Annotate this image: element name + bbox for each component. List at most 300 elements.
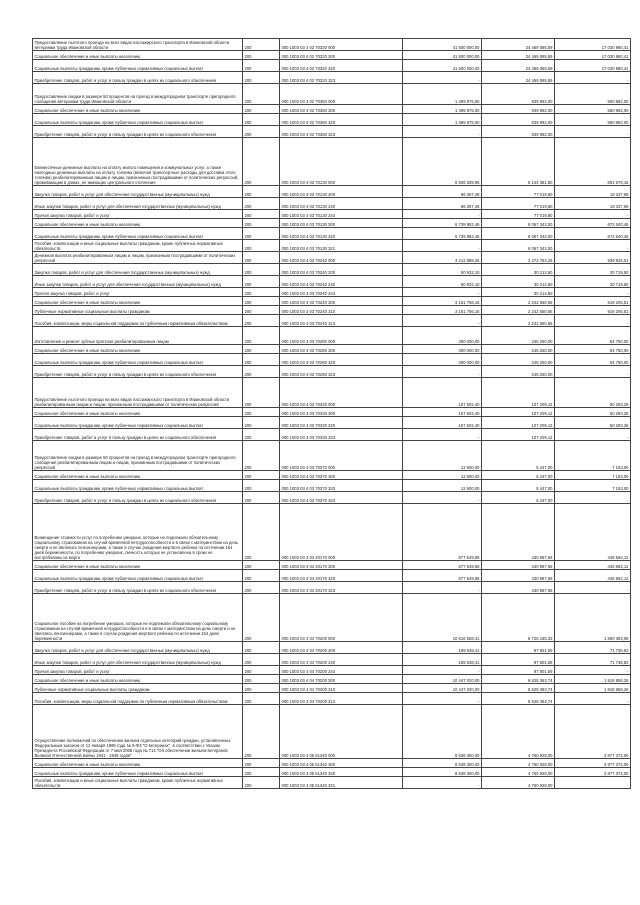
row-name: Социальное обеспечение и иные выплаты населению	[33, 675, 243, 684]
row-line-code: 200	[243, 252, 280, 264]
row-remaining-amount: 1 818 656,26	[555, 684, 631, 693]
row-budget-classification-code: 000 1003 03 4 02 70360 323	[280, 126, 403, 138]
row-approved-amount: 12 600,00	[403, 441, 482, 471]
row-name: Пособия, компенсации и иные социальные выплаты гражданам, кроме публичных нормативных обязательств	[33, 777, 243, 789]
table-row	[33, 138, 631, 186]
row-line-code: 200	[243, 327, 280, 345]
row-remaining-amount: 54 750,00	[555, 354, 631, 366]
row-line-code: 200	[243, 126, 280, 138]
row-name: Ежемесячные денежные выплаты на оплату жилого помещения и коммунальных услуг, а также ежегодные денежные выплаты на оплату топлива (включая транспортные расходы для доставки этого топлива) реабилитированным лицам и лицам, признанным пострадавшими от политических репрессий, проживающим в домах, не имеющих центрального отопления	[33, 138, 243, 186]
table-row	[33, 666, 631, 675]
row-executed-amount: 8 628 363,74	[482, 684, 555, 693]
row-budget-classification-code: 000 1003 03 4 03 70330 323	[280, 429, 403, 441]
row-name: Социальное обеспечение и иные выплаты населению	[33, 471, 243, 480]
row-executed-amount: 24 469 065,59	[482, 72, 555, 84]
table-row	[33, 198, 631, 210]
row-budget-classification-code: 000 1003 03 4 04 70200 240	[280, 654, 403, 666]
row-budget-classification-code: 000 1003 03 4 03 70130 300	[280, 219, 403, 228]
table-row	[33, 441, 631, 471]
table-row	[33, 240, 631, 252]
row-name: Социальные выплаты гражданам, кроме публичных нормативных социальных выплат	[33, 768, 243, 777]
row-approved-amount: 300 000,00	[403, 327, 482, 345]
row-line-code: 200	[243, 429, 280, 441]
row-remaining-amount: 71 736,82	[555, 642, 631, 654]
row-name: Пособия, компенсации, меры социальной поддержки по публичным нормативным обязательствам	[33, 693, 243, 705]
row-remaining-amount: 446 582,12	[555, 570, 631, 582]
table-row	[33, 60, 631, 72]
row-executed-amount: 8 726 155,33	[482, 594, 555, 642]
row-name: Социальные выплаты гражданам, кроме публичных нормативных социальных выплат	[33, 570, 243, 582]
row-line-code: 200	[243, 417, 280, 429]
row-approved-amount: 300 000,00	[403, 345, 482, 354]
row-approved-amount: 300 000,00	[403, 354, 482, 366]
row-executed-amount: 30 212,60	[482, 276, 555, 288]
row-approved-amount: 96 357,49	[403, 198, 482, 210]
row-executed-amount: 24 469 065,59	[482, 60, 555, 72]
row-line-code: 200	[243, 480, 280, 492]
row-name: Прочая закупка товаров, работ и услуг	[33, 288, 243, 297]
row-line-code: 200	[243, 84, 280, 105]
row-approved-amount: 1 499 875,00	[403, 114, 482, 126]
row-executed-amount: 107 209,12	[482, 429, 555, 441]
row-name: Социальное обеспечение и иные выплаты населению	[33, 297, 243, 306]
row-name: Предоставление льготного проезда на всех видах пассажирского транспорта в Ивановской области ветеранам труда Ивановской области	[33, 39, 243, 51]
row-approved-amount: 3 161 756,16	[403, 297, 482, 306]
row-budget-classification-code: 000 1003 03 4 03 70240 244	[280, 288, 403, 297]
row-executed-amount: 107 209,12	[482, 417, 555, 429]
row-line-code: 200	[243, 768, 280, 777]
row-budget-classification-code: 000 1003 03 4 03 70240 313	[280, 315, 403, 327]
row-approved-amount: 10 616 558,41	[403, 594, 482, 642]
row-remaining-amount: -	[555, 492, 631, 504]
row-approved-amount: 3 161 756,16	[403, 306, 482, 315]
row-name: Приобретение товаров, работ и услуг в пользу граждан в целях их социального обеспечения	[33, 366, 243, 378]
row-remaining-amount: -	[555, 126, 631, 138]
row-line-code: 200	[243, 345, 280, 354]
row-budget-classification-code: 000 1003 03 4 03 70330 300	[280, 408, 403, 417]
row-executed-amount: 4 760 928,00	[482, 768, 555, 777]
table-row	[33, 327, 631, 345]
row-approved-amount: 8 638 300,00	[403, 759, 482, 768]
row-approved-amount: -	[403, 210, 482, 219]
row-line-code: 200	[243, 240, 280, 252]
row-name: Изготовление и ремонт зубных протезов реабилитированным лицам	[33, 327, 243, 345]
row-approved-amount: 41 500 000,00	[403, 60, 482, 72]
row-name: Осуществление полномочий по обеспечению жильем отдельных категорий граждан, установленных Федеральным законом от 12 января 1995 года № 5-ФЗ "О ветеранах", в соответствии с Указом Президента Российской Федерации от 7 мая 2008 года № 714 "Об обеспечении жильем ветеранов Великой Отечественной войны 1941 - 1945 годов"	[33, 705, 243, 759]
row-name: Приобретение товаров, работ и услуг в пользу граждан в целях их социального обеспечения	[33, 72, 243, 84]
row-name: Приобретение товаров, работ и услуг в пользу граждан в целях их социального обеспечения	[33, 429, 243, 441]
row-remaining-amount: -	[555, 72, 631, 84]
row-remaining-amount: -	[555, 240, 631, 252]
table-row	[33, 51, 631, 60]
row-name: Иные закупки товаров, работ и услуг для обеспечения государственных (муниципальных) нужд	[33, 198, 243, 210]
row-budget-classification-code: 000 1003 03 4 03 70240 240	[280, 276, 403, 288]
row-budget-classification-code: 000 1003 03 4 03 70370 300	[280, 471, 403, 480]
row-line-code: 200	[243, 228, 280, 240]
table-row	[33, 654, 631, 666]
row-executed-amount: 6 067 342,00	[482, 219, 555, 228]
row-approved-amount: -	[403, 777, 482, 789]
row-approved-amount: 96 357,49	[403, 186, 482, 198]
row-remaining-amount: 17 030 980,41	[555, 39, 631, 51]
row-approved-amount: 169 538,41	[403, 642, 482, 654]
row-budget-classification-code: 000 1003 03 4 03 70330 000	[280, 378, 403, 408]
row-remaining-amount: 3 877 372,00	[555, 705, 631, 759]
row-executed-amount: 4 760 928,00	[482, 759, 555, 768]
table-row	[33, 210, 631, 219]
row-executed-amount: 6 067 342,00	[482, 240, 555, 252]
row-remaining-amount: 20 719,50	[555, 264, 631, 276]
row-budget-classification-code: 000 1003 03 4 03 70240 200	[280, 264, 403, 276]
row-name: Публичные нормативные социальные выплаты гражданам	[33, 684, 243, 693]
row-budget-classification-code: 000 1003 03 4 03 70370 323	[280, 492, 403, 504]
row-budget-classification-code: 000 1003 03 4 05 51340 000	[280, 705, 403, 759]
row-line-code: 200	[243, 288, 280, 297]
row-line-code: 200	[243, 276, 280, 288]
row-executed-amount: 30 212,60	[482, 264, 555, 276]
row-budget-classification-code: 000 1003 03 4 04 20170 000	[280, 504, 403, 561]
row-approved-amount: 157 502,40	[403, 378, 482, 408]
row-executed-amount: 77 019,80	[482, 210, 555, 219]
row-budget-classification-code: 000 1003 03 4 04 70200 200	[280, 642, 403, 654]
row-approved-amount: -	[403, 693, 482, 705]
row-approved-amount: 50 932,10	[403, 276, 482, 288]
row-remaining-amount: 3 877 372,00	[555, 768, 631, 777]
row-executed-amount: 4 760 928,00	[482, 777, 555, 789]
table-body	[33, 39, 631, 789]
row-budget-classification-code: 000 1003 03 4 02 70360 000	[280, 84, 403, 105]
table-row	[33, 705, 631, 759]
row-remaining-amount: 560 882,00	[555, 105, 631, 114]
row-budget-classification-code: 000 1003 03 4 04 70200 313	[280, 693, 403, 705]
row-approved-amount: -	[403, 582, 482, 594]
row-remaining-amount: 691 978,15	[555, 138, 631, 186]
row-approved-amount: 12 600,00	[403, 471, 482, 480]
table-row	[33, 315, 631, 327]
table-row	[33, 684, 631, 693]
row-name: Пособия, компенсации и иные социальные выплаты гражданам, кроме публичных нормативных обязательств	[33, 240, 243, 252]
row-approved-amount: -	[403, 72, 482, 84]
table-row	[33, 480, 631, 492]
row-name: Закупка товаров, работ и услуг для обеспечения государственных (муниципальных) нужд	[33, 264, 243, 276]
row-executed-amount: 430 967,56	[482, 561, 555, 570]
row-budget-classification-code: 000 1003 03 4 03 70240 000	[280, 252, 403, 264]
table-row	[33, 693, 631, 705]
row-line-code: 200	[243, 39, 280, 51]
row-budget-classification-code: 000 1003 03 4 03 70280 300	[280, 345, 403, 354]
row-line-code: 200	[243, 186, 280, 198]
row-name: Предоставление скидки в размере 50 процентов на проезд в междугородном транспорте пригородного сообщения ветеранам труда Ивановской области	[33, 84, 243, 105]
table-row	[33, 186, 631, 198]
budget-execution-table	[32, 38, 631, 789]
row-name: Социальное обеспечение и иные выплаты населению	[33, 561, 243, 570]
row-line-code: 200	[243, 441, 280, 471]
row-budget-classification-code: 000 1003 03 4 03 70370 000	[280, 441, 403, 471]
row-executed-amount: 97 801,59	[482, 654, 555, 666]
row-approved-amount: -	[403, 126, 482, 138]
table-row	[33, 777, 631, 789]
row-line-code: 200	[243, 654, 280, 666]
row-line-code: 200	[243, 138, 280, 186]
row-executed-amount: 6 144 361,80	[482, 138, 555, 186]
row-budget-classification-code: 000 1003 03 4 03 70280 323	[280, 366, 403, 378]
row-approved-amount: 3 212 888,26	[403, 252, 482, 264]
table-row	[33, 471, 631, 480]
table-row	[33, 378, 631, 408]
table-row	[33, 114, 631, 126]
row-executed-amount: 2 242 550,65	[482, 315, 555, 327]
row-executed-amount: 107 209,12	[482, 408, 555, 417]
row-name: Предоставление льготного проезда на всех видах пассажирского транспорта в Ивановской области реабилитированным лицам и лицам, признанным пострадавшими от политических репрессий	[33, 378, 243, 408]
row-executed-amount: 939 992,00	[482, 84, 555, 105]
row-executed-amount: 24 469 065,59	[482, 39, 555, 51]
row-line-code: 200	[243, 366, 280, 378]
row-budget-classification-code: 000 1003 03 4 03 70370 320	[280, 480, 403, 492]
row-approved-amount: 1 499 875,00	[403, 84, 482, 105]
row-executed-amount: 5 447,00	[482, 492, 555, 504]
row-line-code: 200	[243, 666, 280, 675]
row-name: Социальное обеспечение и иные выплаты населению	[33, 51, 243, 60]
table-row	[33, 219, 631, 228]
row-line-code: 200	[243, 198, 280, 210]
table-row	[33, 642, 631, 654]
row-line-code: 200	[243, 51, 280, 60]
row-remaining-amount: 17 030 980,41	[555, 51, 631, 60]
row-executed-amount: 24 469 065,59	[482, 51, 555, 60]
row-approved-amount: 12 600,00	[403, 480, 482, 492]
row-executed-amount: 97 801,59	[482, 642, 555, 654]
row-budget-classification-code: 000 1003 03 4 02 70320 300	[280, 51, 403, 60]
row-remaining-amount: 19 337,69	[555, 186, 631, 198]
row-approved-amount: 157 502,40	[403, 417, 482, 429]
row-budget-classification-code: 000 1003 03 4 04 20170 323	[280, 582, 403, 594]
row-remaining-amount: 919 205,51	[555, 306, 631, 315]
row-executed-amount: 430 967,56	[482, 570, 555, 582]
row-executed-amount: 30 212,60	[482, 288, 555, 297]
row-line-code: 200	[243, 210, 280, 219]
row-approved-amount: -	[403, 666, 482, 675]
row-remaining-amount: -	[555, 288, 631, 297]
row-name: Социальное обеспечение и иные выплаты населению	[33, 219, 243, 228]
table-row	[33, 570, 631, 582]
row-name: Социальное обеспечение и иные выплаты населению	[33, 408, 243, 417]
row-name: Социальное обеспечение и иные выплаты населению	[33, 759, 243, 768]
row-name: Социальные выплаты гражданам, кроме публичных нормативных социальных выплат	[33, 417, 243, 429]
row-approved-amount: 169 538,41	[403, 654, 482, 666]
row-name: Социальное обеспечение и иные выплаты населению	[33, 105, 243, 114]
row-approved-amount: 41 500 000,00	[403, 39, 482, 51]
row-line-code: 200	[243, 705, 280, 759]
row-line-code: 200	[243, 693, 280, 705]
row-remaining-amount: 54 750,00	[555, 327, 631, 345]
row-executed-amount: 4 760 928,00	[482, 705, 555, 759]
table-row	[33, 675, 631, 684]
row-approved-amount: 8 638 300,00	[403, 705, 482, 759]
row-budget-classification-code: 000 1003 03 4 02 70360 320	[280, 114, 403, 126]
row-executed-amount: 430 967,56	[482, 582, 555, 594]
row-name: Закупка товаров, работ и услуг для обеспечения государственных (муниципальных) нужд	[33, 642, 243, 654]
row-line-code: 200	[243, 354, 280, 366]
row-executed-amount: 5 447,00	[482, 471, 555, 480]
row-remaining-amount: -	[555, 429, 631, 441]
row-budget-classification-code: 000 1003 03 4 03 70240 300	[280, 297, 403, 306]
row-executed-amount: 8 628 363,74	[482, 693, 555, 705]
table-row	[33, 366, 631, 378]
row-remaining-amount: 20 719,50	[555, 276, 631, 288]
row-remaining-amount: -	[555, 366, 631, 378]
row-executed-amount: 5 447,00	[482, 441, 555, 471]
row-budget-classification-code: 000 1003 03 4 03 70130 200	[280, 186, 403, 198]
table-row	[33, 345, 631, 354]
row-remaining-amount: 50 293,28	[555, 408, 631, 417]
table-row	[33, 759, 631, 768]
row-line-code: 200	[243, 219, 280, 228]
table-row	[33, 297, 631, 306]
row-approved-amount: 41 500 000,00	[403, 51, 482, 60]
row-remaining-amount: 7 153,00	[555, 471, 631, 480]
row-remaining-amount: 939 925,01	[555, 252, 631, 264]
row-name: Прочая закупка товаров, работ и услуг	[33, 666, 243, 675]
table-row	[33, 429, 631, 441]
row-remaining-amount: 71 736,82	[555, 654, 631, 666]
row-line-code: 200	[243, 675, 280, 684]
table-row	[33, 288, 631, 297]
row-executed-amount: 97 801,59	[482, 666, 555, 675]
row-remaining-amount: -	[555, 315, 631, 327]
row-budget-classification-code: 000 1003 03 4 03 70130 320	[280, 228, 403, 240]
row-approved-amount: 877 549,68	[403, 504, 482, 561]
row-remaining-amount: 50 293,28	[555, 378, 631, 408]
row-remaining-amount: 560 882,00	[555, 84, 631, 105]
table-row	[33, 252, 631, 264]
row-name: Социальные выплаты гражданам, кроме публичных нормативных социальных выплат	[33, 114, 243, 126]
row-approved-amount: -	[403, 315, 482, 327]
row-executed-amount: 77 019,80	[482, 186, 555, 198]
row-budget-classification-code: 000 1003 03 4 03 70280 320	[280, 354, 403, 366]
row-budget-classification-code: 000 1003 03 4 03 70280 000	[280, 327, 403, 345]
table-row	[33, 492, 631, 504]
table-row	[33, 72, 631, 84]
row-remaining-amount: 19 337,69	[555, 198, 631, 210]
table-row	[33, 126, 631, 138]
table-row	[33, 768, 631, 777]
row-line-code: 200	[243, 684, 280, 693]
row-name: Закупка товаров, работ и услуг для обеспечения государственных (муниципальных) нужд	[33, 186, 243, 198]
row-remaining-amount: 1 818 656,26	[555, 675, 631, 684]
row-name: Приобретение товаров, работ и услуг в пользу граждан в целях их социального обеспечения	[33, 582, 243, 594]
row-name: Публичные нормативные социальные выплаты гражданам	[33, 306, 243, 315]
table-row	[33, 417, 631, 429]
row-approved-amount: -	[403, 429, 482, 441]
row-budget-classification-code: 000 1003 03 4 02 70320 323	[280, 72, 403, 84]
row-executed-amount: 2 242 550,65	[482, 306, 555, 315]
table-row	[33, 39, 631, 51]
row-executed-amount: 939 992,00	[482, 105, 555, 114]
table-row	[33, 561, 631, 570]
row-executed-amount: 5 447,00	[482, 480, 555, 492]
row-line-code: 200	[243, 60, 280, 72]
row-approved-amount: 50 932,10	[403, 264, 482, 276]
row-executed-amount: 939 992,00	[482, 114, 555, 126]
row-line-code: 200	[243, 114, 280, 126]
row-name: Социальные выплаты гражданам, кроме публичных нормативных социальных выплат	[33, 60, 243, 72]
row-line-code: 200	[243, 777, 280, 789]
row-executed-amount: 8 628 363,74	[482, 675, 555, 684]
row-line-code: 200	[243, 297, 280, 306]
row-line-code: 200	[243, 264, 280, 276]
row-line-code: 200	[243, 582, 280, 594]
row-budget-classification-code: 000 1003 03 4 03 70130 000	[280, 138, 403, 186]
row-line-code: 200	[243, 570, 280, 582]
row-name: Прочая закупка товаров, работ и услуг	[33, 210, 243, 219]
row-executed-amount: 6 067 342,00	[482, 228, 555, 240]
row-budget-classification-code: 000 1003 03 4 04 20170 320	[280, 570, 403, 582]
row-executed-amount: 939 992,00	[482, 126, 555, 138]
row-line-code: 200	[243, 471, 280, 480]
row-approved-amount: 6 739 982,46	[403, 219, 482, 228]
table-row	[33, 306, 631, 315]
row-approved-amount: 8 638 300,00	[403, 768, 482, 777]
row-approved-amount: 157 502,40	[403, 408, 482, 417]
row-name: Социальные выплаты гражданам, кроме публичных нормативных социальных выплат	[33, 228, 243, 240]
row-name: Предоставление скидки в размере 50 процентов на проезд в междугородном транспорте пригородного сообщения реабилитированным лицам и лицам, признанным пострадавшими от политических репрессий	[33, 441, 243, 471]
row-remaining-amount: -	[555, 777, 631, 789]
row-name: Социальные выплаты гражданам, кроме публичных нормативных социальных выплат	[33, 354, 243, 366]
row-remaining-amount: -	[555, 210, 631, 219]
row-name: Денежная выплата реабилитированным лицам и лицам, признанным пострадавшими от политических репрессий	[33, 252, 243, 264]
row-remaining-amount: -	[555, 666, 631, 675]
row-approved-amount: 6 836 339,95	[403, 138, 482, 186]
row-approved-amount: -	[403, 366, 482, 378]
row-name: Пособия, компенсации, меры социальной поддержки по публичным нормативным обязательствам	[33, 315, 243, 327]
row-remaining-amount: 446 582,12	[555, 504, 631, 561]
row-executed-amount: 245 250,00	[482, 345, 555, 354]
row-line-code: 200	[243, 408, 280, 417]
row-budget-classification-code: 000 1003 03 4 02 70360 300	[280, 105, 403, 114]
row-remaining-amount: 560 882,00	[555, 114, 631, 126]
table-row	[33, 84, 631, 105]
table-row	[33, 354, 631, 366]
row-name: Приобретение товаров, работ и услуг в пользу граждан в целях их социального обеспечения	[33, 126, 243, 138]
row-executed-amount: 245 250,00	[482, 327, 555, 345]
row-line-code: 200	[243, 594, 280, 642]
row-budget-classification-code: 000 1003 03 4 02 70320 000	[280, 39, 403, 51]
row-budget-classification-code: 000 1003 03 4 02 70320 320	[280, 60, 403, 72]
row-budget-classification-code: 000 1003 03 4 04 70200 000	[280, 594, 403, 642]
row-budget-classification-code: 000 1003 03 4 03 70330 320	[280, 417, 403, 429]
row-remaining-amount: 446 582,12	[555, 561, 631, 570]
row-budget-classification-code: 000 1003 03 4 05 51340 321	[280, 777, 403, 789]
row-line-code: 200	[243, 759, 280, 768]
row-remaining-amount: -	[555, 693, 631, 705]
row-remaining-amount: 1 890 393,08	[555, 594, 631, 642]
row-line-code: 200	[243, 504, 280, 561]
row-budget-classification-code: 000 1003 03 4 03 70130 321	[280, 240, 403, 252]
row-budget-classification-code: 000 1003 03 4 04 70200 244	[280, 666, 403, 675]
row-remaining-amount: 17 030 980,41	[555, 60, 631, 72]
row-line-code: 200	[243, 378, 280, 408]
row-line-code: 200	[243, 642, 280, 654]
row-budget-classification-code: 000 1003 03 4 04 20170 300	[280, 561, 403, 570]
row-executed-amount: 245 250,00	[482, 366, 555, 378]
row-remaining-amount: 672 640,46	[555, 219, 631, 228]
row-name: Возмещение стоимости услуг по погребению умерших, которые не подлежали обязательному социальному страхованию на случай временной нетрудоспособности и в связи с материнством на день смерти и не являлись пенсионерами, а также в случае рождения мертвого ребенка по истечении 154 дней беременности, по погребению умерших, личность которых не установлена в сроки не востребованы из морга	[33, 504, 243, 561]
row-approved-amount: 10 447 020,00	[403, 684, 482, 693]
row-remaining-amount: 7 153,00	[555, 480, 631, 492]
row-budget-classification-code: 000 1003 03 4 03 70240 310	[280, 306, 403, 315]
row-approved-amount: -	[403, 288, 482, 297]
row-remaining-amount: 919 205,51	[555, 297, 631, 306]
